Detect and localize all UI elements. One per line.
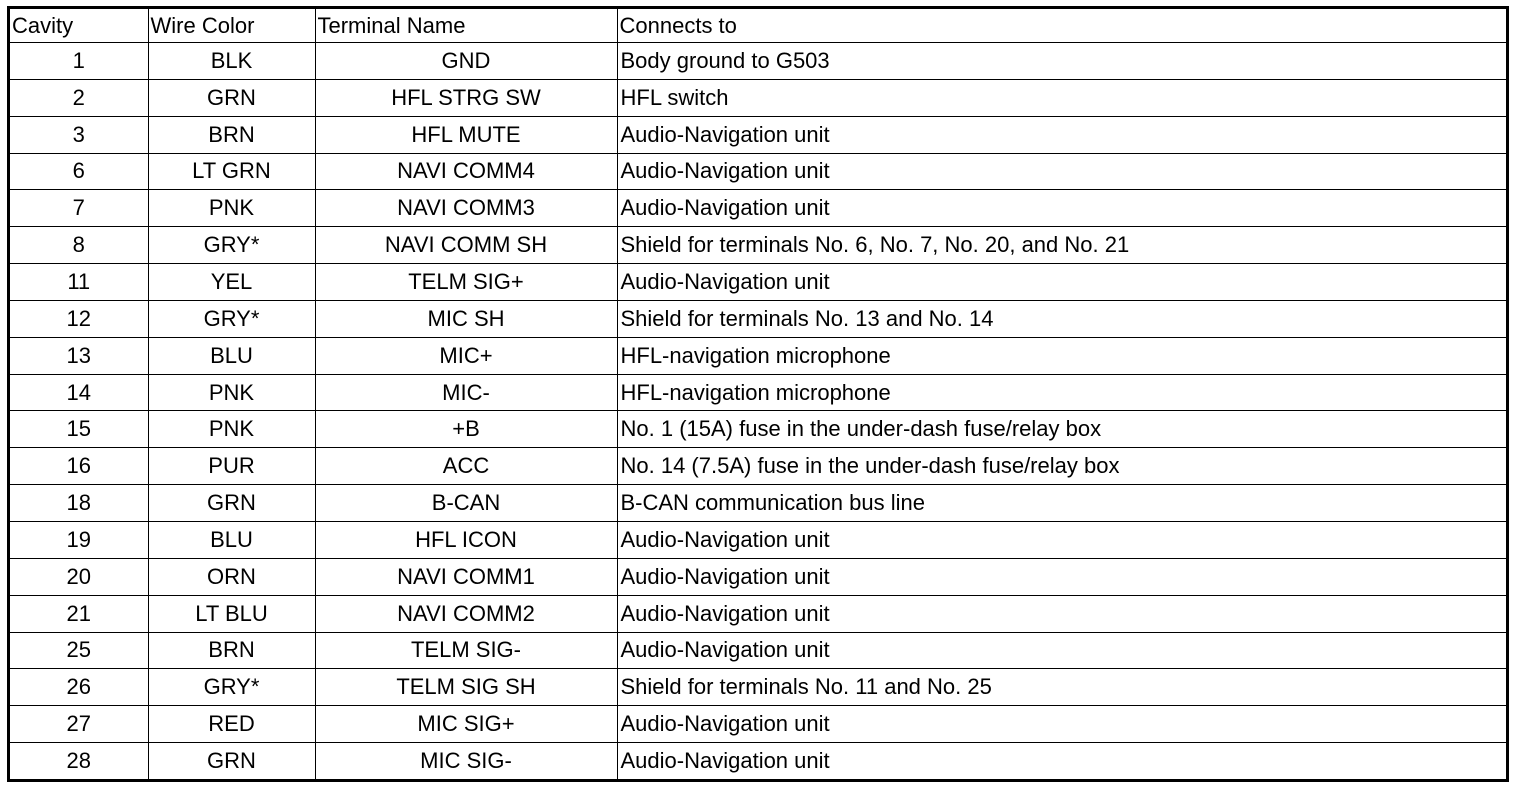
cell-cavity: 1 — [10, 43, 148, 80]
cell-connects-to: Audio-Navigation unit — [617, 743, 1506, 779]
cell-terminal-name: MIC SIG- — [315, 743, 617, 779]
cell-wire-color: GRY* — [148, 300, 315, 337]
table-header — [10, 9, 1506, 43]
cell-connects-to: Shield for terminals No. 13 and No. 14 — [617, 300, 1506, 337]
cell-wire-color: BRN — [148, 632, 315, 669]
cell-terminal-name: MIC- — [315, 374, 617, 411]
cell-wire-color: BRN — [148, 116, 315, 153]
cell-cavity: 13 — [10, 337, 148, 374]
cell-terminal-name: GND — [315, 43, 617, 80]
cell-cavity: 6 — [10, 153, 148, 190]
cell-terminal-name: MIC SIG+ — [315, 706, 617, 743]
cell-wire-color: RED — [148, 706, 315, 743]
cell-cavity: 8 — [10, 227, 148, 264]
cell-cavity: 20 — [10, 558, 148, 595]
cell-wire-color: GRY* — [148, 227, 315, 264]
cell-wire-color: GRN — [148, 79, 315, 116]
cell-cavity: 15 — [10, 411, 148, 448]
cell-connects-to: Shield for terminals No. 11 and No. 25 — [617, 669, 1506, 706]
cell-wire-color: LT BLU — [148, 595, 315, 632]
cell-connects-to: Audio-Navigation unit — [617, 595, 1506, 632]
cell-connects-to: Audio-Navigation unit — [617, 264, 1506, 301]
connector-table-frame — [7, 6, 1509, 782]
table-row — [10, 227, 1506, 264]
cell-connects-to: Shield for terminals No. 6, No. 7, No. 20, and No. 21 — [617, 227, 1506, 264]
cell-connects-to: Audio-Navigation unit — [617, 632, 1506, 669]
cell-cavity: 21 — [10, 595, 148, 632]
cell-cavity: 27 — [10, 706, 148, 743]
cell-terminal-name: TELM SIG- — [315, 632, 617, 669]
cell-connects-to: No. 14 (7.5A) fuse in the under-dash fuse/relay box — [617, 448, 1506, 485]
cell-cavity: 3 — [10, 116, 148, 153]
cell-cavity: 12 — [10, 300, 148, 337]
header-wire-color: Wire Color — [148, 9, 315, 43]
cell-wire-color: GRY* — [148, 669, 315, 706]
cell-cavity: 28 — [10, 743, 148, 779]
cell-wire-color: PNK — [148, 411, 315, 448]
cell-connects-to: B-CAN communication bus line — [617, 485, 1506, 522]
cell-wire-color: PNK — [148, 374, 315, 411]
table-row — [10, 411, 1506, 448]
table-row — [10, 43, 1506, 80]
header-terminal-name: Terminal Name — [315, 9, 617, 43]
cell-terminal-name: TELM SIG+ — [315, 264, 617, 301]
cell-wire-color: BLU — [148, 521, 315, 558]
table-row — [10, 485, 1506, 522]
cell-connects-to: HFL-navigation microphone — [617, 374, 1506, 411]
cell-connects-to: Audio-Navigation unit — [617, 116, 1506, 153]
cell-terminal-name: NAVI COMM3 — [315, 190, 617, 227]
cell-connects-to: Audio-Navigation unit — [617, 706, 1506, 743]
cell-connects-to: Audio-Navigation unit — [617, 558, 1506, 595]
table-row — [10, 116, 1506, 153]
cell-wire-color: GRN — [148, 743, 315, 779]
table-row — [10, 79, 1506, 116]
cell-connects-to: Audio-Navigation unit — [617, 190, 1506, 227]
cell-cavity: 16 — [10, 448, 148, 485]
table-row — [10, 706, 1506, 743]
cell-terminal-name: NAVI COMM SH — [315, 227, 617, 264]
cell-wire-color: PNK — [148, 190, 315, 227]
cell-terminal-name: MIC+ — [315, 337, 617, 374]
cell-connects-to: Audio-Navigation unit — [617, 521, 1506, 558]
header-cavity: Cavity — [12, 12, 74, 38]
connector-pinout-table — [10, 9, 1506, 779]
cell-cavity: 25 — [10, 632, 148, 669]
cell-wire-color: PUR — [148, 448, 315, 485]
table-row — [10, 300, 1506, 337]
cell-wire-color: BLK — [148, 43, 315, 80]
cell-terminal-name: B-CAN — [315, 485, 617, 522]
cell-cavity: 14 — [10, 374, 148, 411]
table-row — [10, 374, 1506, 411]
table-row — [10, 264, 1506, 301]
cell-terminal-name: HFL MUTE — [315, 116, 617, 153]
cell-cavity: 18 — [10, 485, 148, 522]
cell-connects-to: HFL-navigation microphone — [617, 337, 1506, 374]
table-row — [10, 521, 1506, 558]
cell-connects-to: Audio-Navigation unit — [617, 153, 1506, 190]
cell-wire-color: LT GRN — [148, 153, 315, 190]
cell-connects-to: No. 1 (15A) fuse in the under-dash fuse/relay box — [617, 411, 1506, 448]
header-connects-to: Connects to — [617, 9, 1506, 43]
cell-terminal-name: ACC — [315, 448, 617, 485]
cell-terminal-name: HFL STRG SW — [315, 79, 617, 116]
cell-connects-to: Body ground to G503 — [617, 43, 1506, 80]
table-row — [10, 632, 1506, 669]
table-row — [10, 153, 1506, 190]
header-row — [10, 9, 1506, 43]
cell-cavity: 19 — [10, 521, 148, 558]
cell-terminal-name: +B — [315, 411, 617, 448]
table-body — [10, 43, 1506, 780]
cell-terminal-name: TELM SIG SH — [315, 669, 617, 706]
cell-wire-color: YEL — [148, 264, 315, 301]
cell-terminal-name: NAVI COMM1 — [315, 558, 617, 595]
cell-terminal-name: NAVI COMM2 — [315, 595, 617, 632]
cell-cavity: 7 — [10, 190, 148, 227]
cell-connects-to: HFL switch — [617, 79, 1506, 116]
table-row — [10, 558, 1506, 595]
cell-wire-color: BLU — [148, 337, 315, 374]
table-row — [10, 743, 1506, 779]
cell-wire-color: ORN — [148, 558, 315, 595]
table-row — [10, 448, 1506, 485]
cell-wire-color: GRN — [148, 485, 315, 522]
cell-terminal-name: HFL ICON — [315, 521, 617, 558]
table-row — [10, 669, 1506, 706]
table-row — [10, 337, 1506, 374]
cell-cavity: 11 — [10, 264, 148, 301]
table-row — [10, 595, 1506, 632]
cell-terminal-name: NAVI COMM4 — [315, 153, 617, 190]
table-row — [10, 190, 1506, 227]
cell-cavity: 2 — [10, 79, 148, 116]
cell-cavity: 26 — [10, 669, 148, 706]
cell-terminal-name: MIC SH — [315, 300, 617, 337]
